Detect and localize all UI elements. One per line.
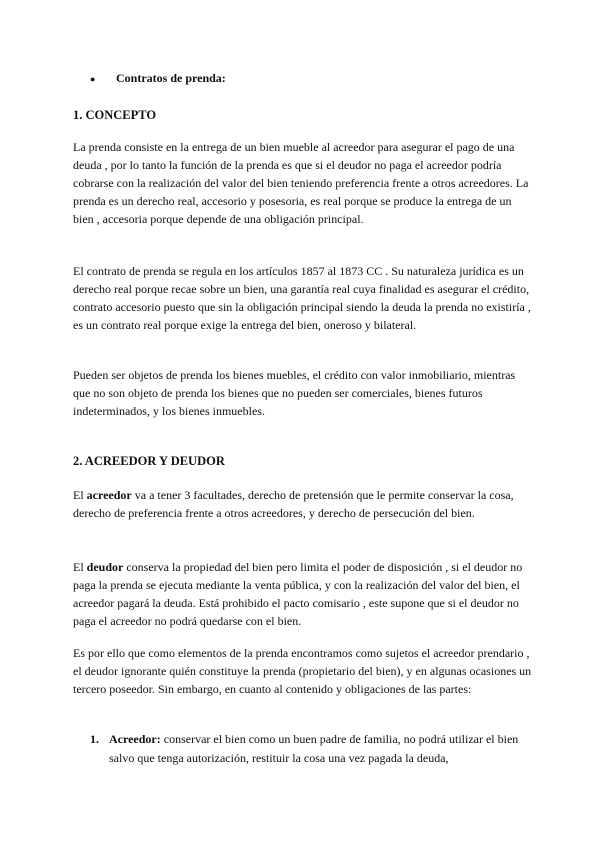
bullet-heading <box>90 71 226 86</box>
list-item-content <box>109 730 530 767</box>
section-heading-acreedor-deudor: 2. ACREEDOR Y DEUDOR <box>73 454 225 468</box>
paragraph-deudor <box>73 558 533 630</box>
bullet-title: Contratos de prenda: <box>116 71 226 85</box>
list-item-number: 1. <box>90 732 99 746</box>
section-heading-concepto: 1. CONCEPTO <box>73 108 157 122</box>
list-item-term: Acreedor: <box>109 732 161 746</box>
term-deudor: deudor <box>86 560 124 574</box>
paragraph-concepto-1: La prenda consiste en la entrega de un bien mueble al acreedor para asegurar el pago de una deuda , por lo tanto la función de la prenda es que si el deudor no paga el acreedor podría cobrarse con la realización del valor del bien teniendo preferencia frente a otros acreedores. La prenda es un derecho real, accesorio y posesoria, es real porque se produce la entrega de un bien , accesoria porque depende de una obligación principal. <box>73 140 529 226</box>
paragraph-acreedor-lead: El <box>73 488 87 502</box>
paragraph-elementos: Es por ello que como elementos de la prenda encontramos como sujetos el acreedor prendario , el deudor ignorante quién constituye la prenda (propietario del bien), y en algunas ocasiones un tercero poseedor. Sin embargo, en cuanto al contenido y obligaciones de las partes: <box>73 646 532 696</box>
paragraph-deudor-lead: El <box>73 560 87 574</box>
term-acreedor: acreedor <box>86 488 132 502</box>
paragraph-concepto-2: El contrato de prenda se regula en los artículos 1857 al 1873 CC . Su naturaleza jurídica es un derecho real porque recae sobre un bien, una garantía real cuya finalidad es asegurar el crédito, contrato accesorio puesto que sin la obligación principal siendo la deuda la prenda no existiría , es un contrato real porque exige la entrega del bien, oneroso y bilateral. <box>73 264 531 332</box>
bullet-dot-icon: ● <box>90 74 96 84</box>
paragraph-concepto-3: Pueden ser objetos de prenda los bienes muebles, el crédito con valor inmobiliario, mientras que no son objeto de prenda los bienes que no pueden ser comerciales, bienes futuros indeterminados, y los bienes inmuebles. <box>73 368 516 418</box>
list-item-acreedor <box>90 730 530 767</box>
paragraph-acreedor-text: va a tener 3 facultades, derecho de pretensión que le permite conservar la cosa, derecho de preferencia frente a otros acreedores, y derecho de persecución del bien. <box>73 488 514 520</box>
paragraph-deudor-text: conserva la propiedad del bien pero limita el poder de disposición , si el deudor no paga la prenda se ejecuta mediante la venta pública, y con la realización del valor del bien, el acreedor pagará la deuda. Está prohibido el pacto comisario , este supone que si el deudor no paga el acreedor no podrá quedarse con el bien. <box>73 560 523 628</box>
list-item-text: conservar el bien como un buen padre de familia, no podrá utilizar el bien salvo que tenga autorización, restituir la cosa una vez pagada la deuda, <box>109 732 519 765</box>
paragraph-acreedor <box>73 486 533 522</box>
